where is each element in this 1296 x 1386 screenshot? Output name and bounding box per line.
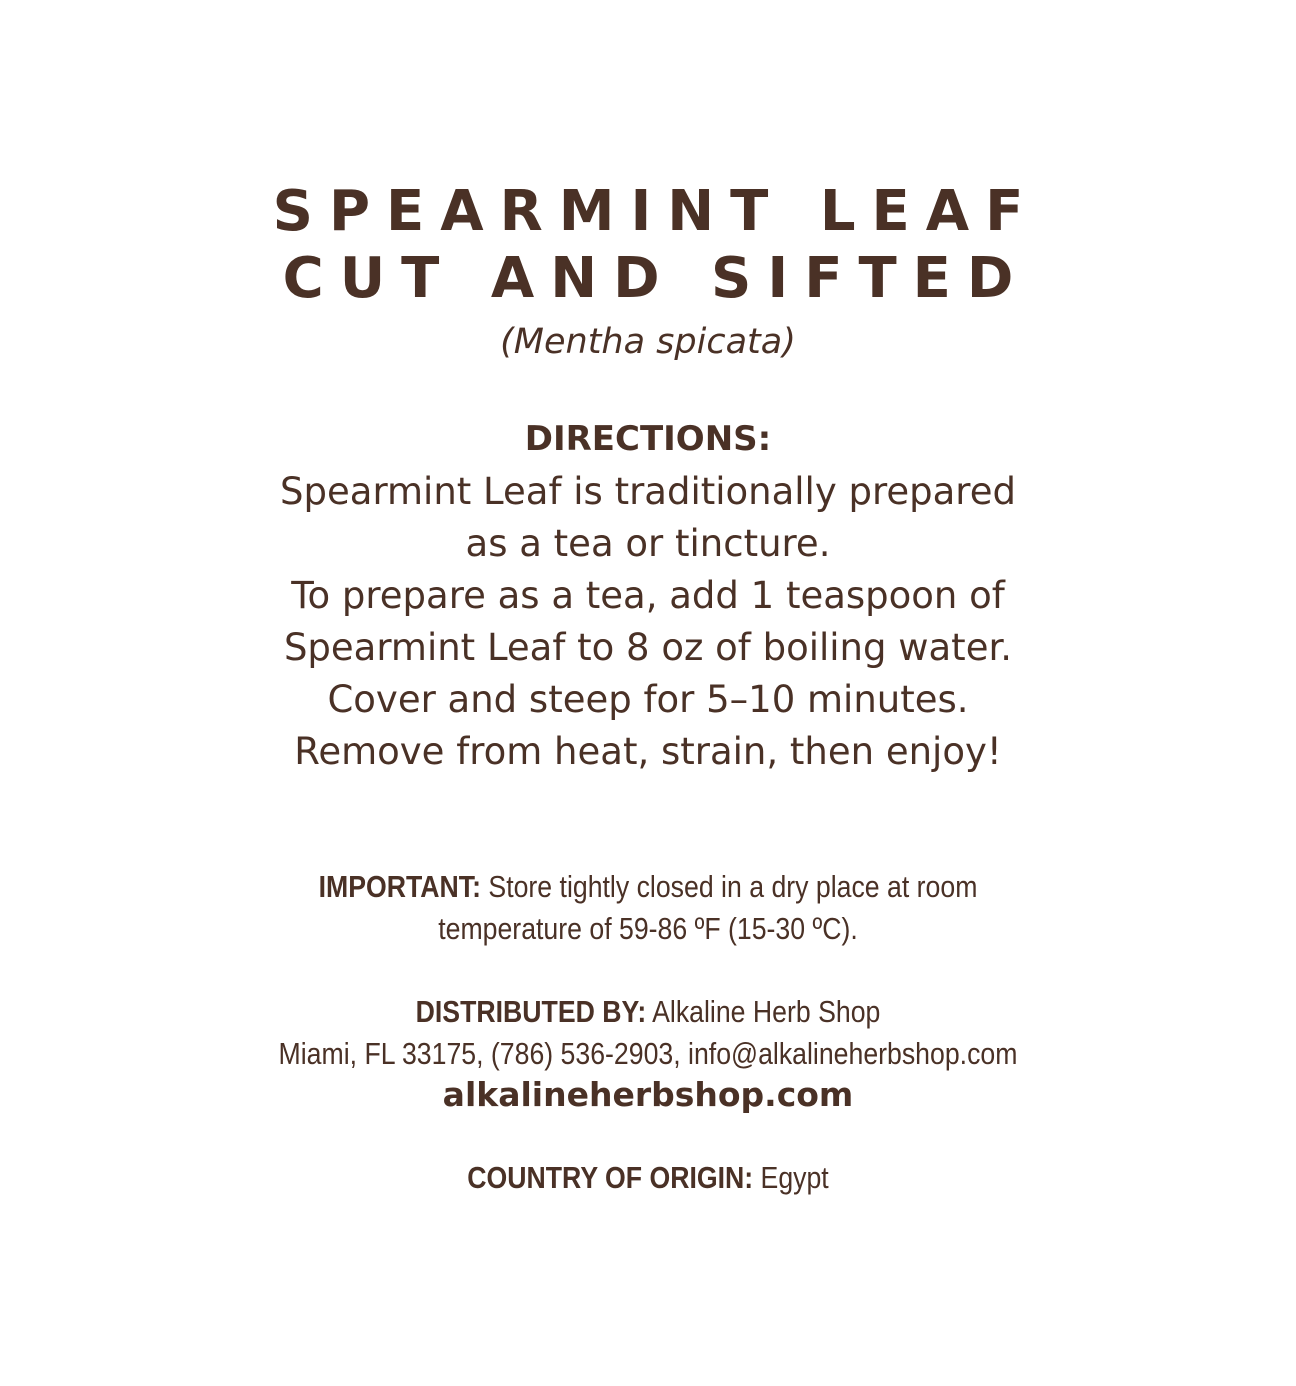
origin-line <box>91 1157 1206 1199</box>
directions-line: To prepare as a tea, add 1 teaspoon of <box>291 574 1005 617</box>
origin-value: Egypt <box>753 1160 829 1195</box>
distributor-contact: Miami, FL 33175, (786) 536-2903, info@alkalineherbshop.com <box>278 1036 1018 1071</box>
distributor-name: Alkaline Herb Shop <box>646 994 881 1029</box>
origin-label: COUNTRY OF ORIGIN: <box>467 1160 754 1195</box>
directions-line: Spearmint Leaf is traditionally prepared <box>280 470 1016 513</box>
important-label: IMPORTANT: <box>318 869 481 904</box>
directions-line: as a tea or tincture. <box>465 522 831 565</box>
important-notice <box>91 866 1206 950</box>
distributor-info <box>91 991 1206 1075</box>
product-title-line-2: CUT AND SIFTED <box>282 246 1030 311</box>
distributor-label: DISTRIBUTED BY: <box>415 994 647 1029</box>
important-line-1 <box>91 866 1206 908</box>
product-title-line-1: SPEARMINT LEAF <box>272 179 1040 244</box>
directions-heading: DIRECTIONS: <box>524 419 772 459</box>
country-of-origin <box>91 1157 1206 1199</box>
latin-name: (Mentha spicata) <box>500 322 796 362</box>
distributor-line <box>91 991 1206 1033</box>
directions-line: Remove from heat, strain, then enjoy! <box>294 730 1002 773</box>
directions-body <box>0 466 1296 778</box>
website-url: alkalineherbshop.com <box>442 1075 854 1114</box>
directions-line: Cover and steep for 5–10 minutes. <box>327 678 969 721</box>
important-text-1: Store tightly closed in a dry place at room <box>480 869 978 904</box>
important-text-2: temperature of 59-86 ºF (15-30 ºC). <box>438 911 858 946</box>
directions-line: Spearmint Leaf to 8 oz of boiling water. <box>283 626 1013 669</box>
